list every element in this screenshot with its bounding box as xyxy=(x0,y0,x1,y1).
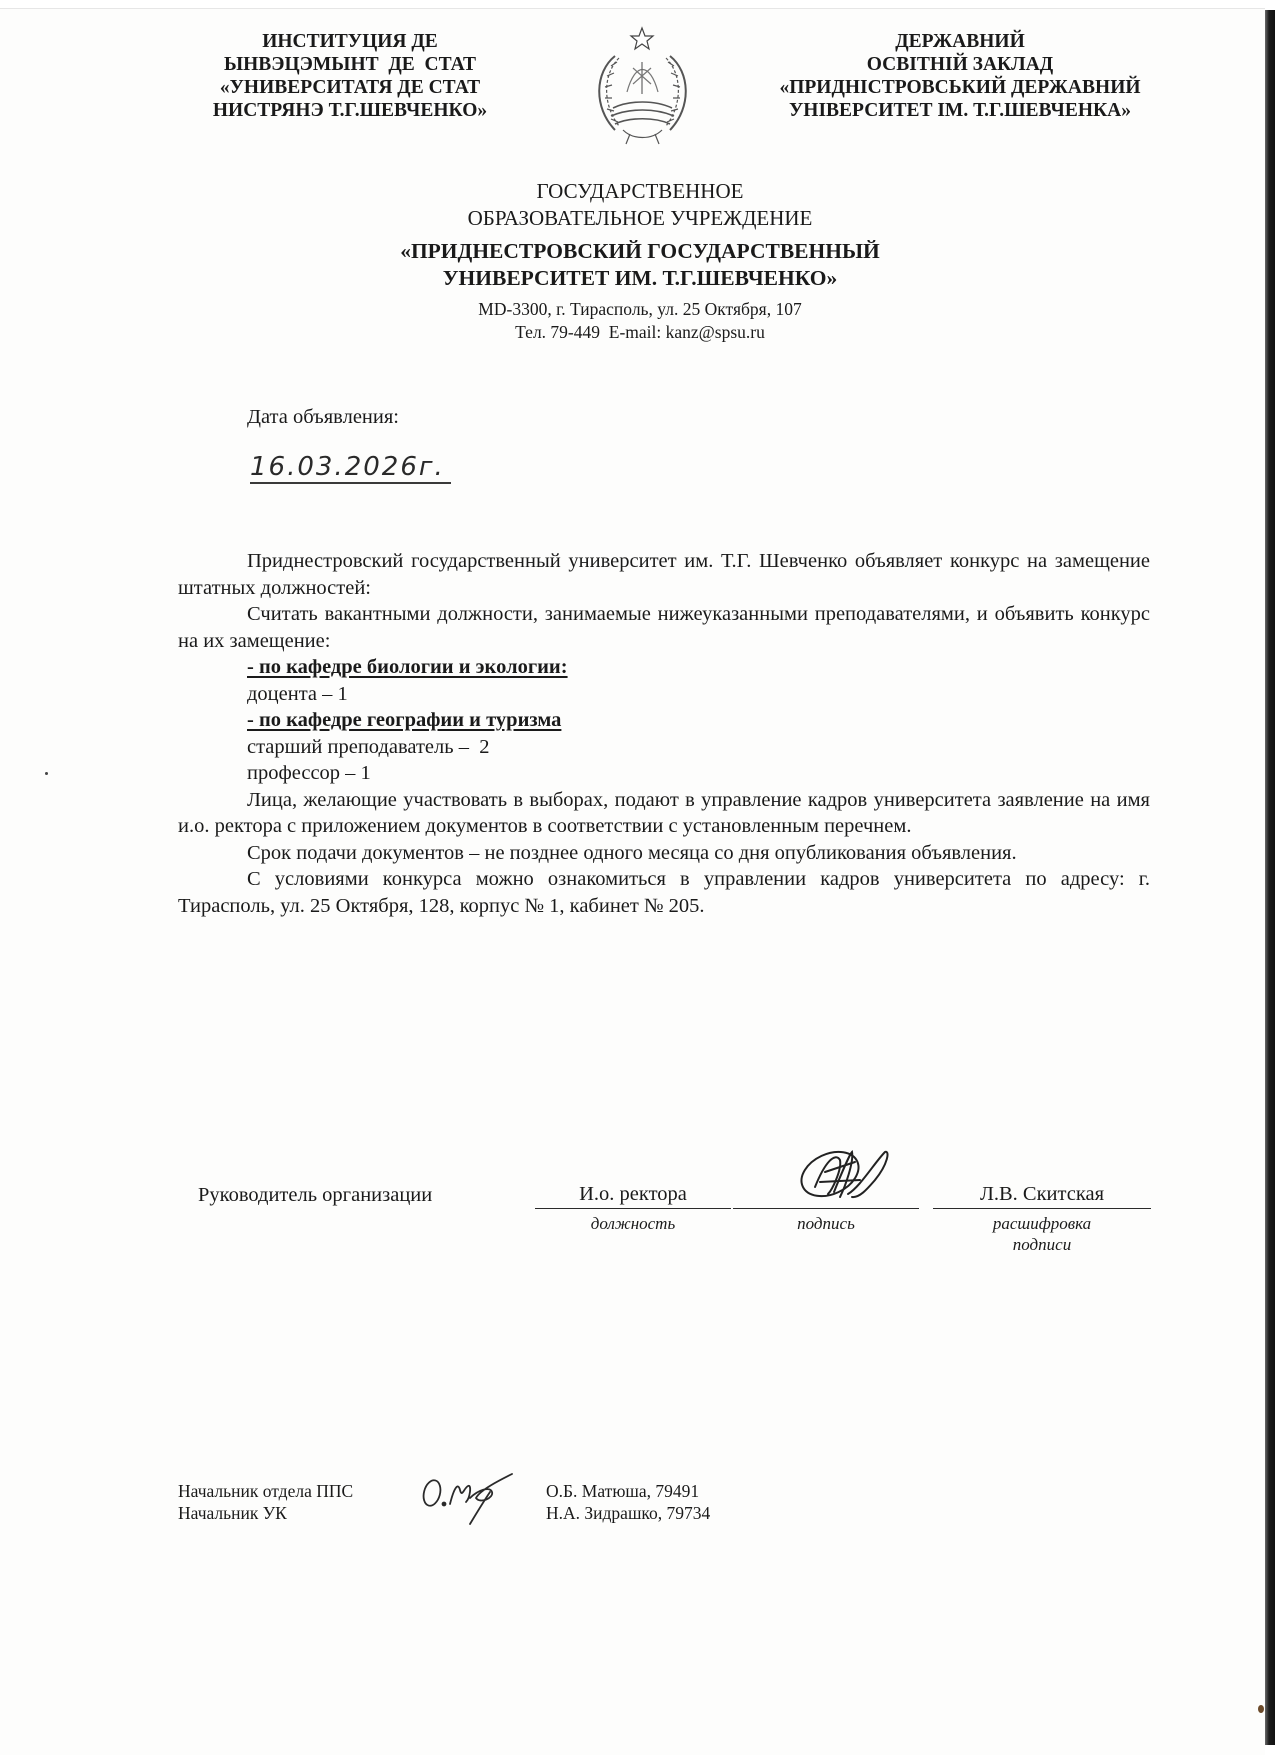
responsible-role: Начальник УК xyxy=(178,1503,287,1523)
position-item: профессор – 1 xyxy=(247,762,371,784)
department-item xyxy=(178,707,1150,734)
institution-address: MD-3300, г. Тирасполь, ул. 25 Октября, 107 xyxy=(478,299,802,319)
signatory-role-label: Руководитель организации xyxy=(198,1184,433,1206)
department-title: - по кафедре географии и туризма xyxy=(247,709,562,731)
institution-name-line2: УНИВЕРСИТЕТ ИМ. Т.Г.ШЕВЧЕНКО» xyxy=(442,266,838,290)
scan-top-margin xyxy=(0,0,1265,9)
coat-of-arms-icon xyxy=(575,22,710,147)
header-right-line: ОСВІТНІЙ ЗАКЛАД xyxy=(866,54,1054,75)
header-left-line: ЫНВЭЦЭМЫНТ ДЕ СТАТ xyxy=(223,54,477,75)
responsible-person: Н.А. Зидрашко, 79734 xyxy=(546,1503,711,1523)
scan-speck xyxy=(45,772,48,775)
header-right-line: УНІВЕРСИТЕТ ІМ. Т.Г.ШЕВЧЕНКА» xyxy=(788,100,1132,121)
institution-name-line1: «ПРИДНЕСТРОВСКИЙ ГОСУДАРСТВЕННЫЙ xyxy=(400,239,880,263)
signature-block xyxy=(198,1181,1158,1301)
name-caption-line2: подписи xyxy=(1012,1235,1072,1254)
header-left-line: ИНСТИТУЦИЯ ДЕ xyxy=(262,31,438,52)
signature-caption: подпись xyxy=(797,1214,855,1233)
name-field xyxy=(933,1181,1151,1255)
header-left-line: «УНИВЕРСИТАТЯ ДЕ СТАТ xyxy=(219,77,481,98)
responsible-person: О.Б. Матюша, 79491 xyxy=(546,1481,700,1501)
institution-type-line1: ГОСУДАРСТВЕННОЕ xyxy=(536,179,744,203)
scan-speck xyxy=(1258,1705,1264,1713)
conditions-paragraph: С условиями конкурса можно ознакомиться в управлении кадров университета по адресу: г. Тирасполь, ул. 25 Октября, 128, корпус № 1, кабинет № 205. xyxy=(178,868,1150,917)
institution-type-line2: ОБРАЗОВАТЕЛЬНОЕ УЧРЕЖДЕНИЕ xyxy=(467,206,813,230)
name-caption-line1: расшифровка xyxy=(992,1214,1092,1233)
handwritten-signature xyxy=(790,1142,900,1207)
signatory-name: Л.В. Скитская xyxy=(933,1181,1151,1209)
handwritten-initials xyxy=(420,1468,530,1528)
department-item xyxy=(178,654,1150,681)
announcement-body xyxy=(178,548,1150,919)
department-title: - по кафедре биологии и экологии: xyxy=(247,656,568,678)
announcement-date-handwritten: 16.03.2026г. xyxy=(250,452,451,484)
header-right-line: ДЕРЖАВНИЙ xyxy=(895,31,1025,52)
header-center-russian xyxy=(340,178,940,344)
scanner-edge xyxy=(1265,10,1275,1745)
roles-column xyxy=(178,1480,353,1524)
institution-contacts: Тел. 79-449 E-mail: kanz@spsu.ru xyxy=(515,322,765,342)
announcement-date-label: Дата объявления: xyxy=(247,406,399,428)
position-field xyxy=(535,1181,731,1234)
deadline-paragraph: Срок подачи документов – не позднее одного месяца со дня опубликования объявления. xyxy=(247,841,1017,864)
header-left-line: НИСТРЯНЭ Т.Г.ШЕВЧЕНКО» xyxy=(212,100,488,121)
application-paragraph: Лица, желающие участвовать в выборах, подают в управление кадров университета заявление на имя и.о. ректора с приложением документов в соответствии с установленным перечнем. xyxy=(178,788,1150,837)
position-item: старший преподаватель – 2 xyxy=(247,735,490,758)
position-value: И.о. ректора xyxy=(535,1181,731,1209)
persons-column xyxy=(546,1480,710,1524)
header-right-line: «ПРИДНІСТРОВСЬКИЙ ДЕРЖАВНИЙ xyxy=(779,77,1141,98)
vacancy-paragraph: Считать вакантными должности, занимаемые нижеуказанными преподавателями, и объявить конкурс на их замещение: xyxy=(178,603,1150,652)
intro-paragraph: Приднестровский государственный университет им. Т.Г. Шевченко объявляет конкурс на замещение штатных должностей: xyxy=(178,550,1150,599)
header-right-ukrainian xyxy=(755,30,1165,122)
position-caption: должность xyxy=(590,1214,676,1233)
responsible-role: Начальник отдела ППС xyxy=(178,1481,354,1501)
header-left-moldovan xyxy=(160,30,540,122)
position-item: доцента – 1 xyxy=(247,682,348,705)
